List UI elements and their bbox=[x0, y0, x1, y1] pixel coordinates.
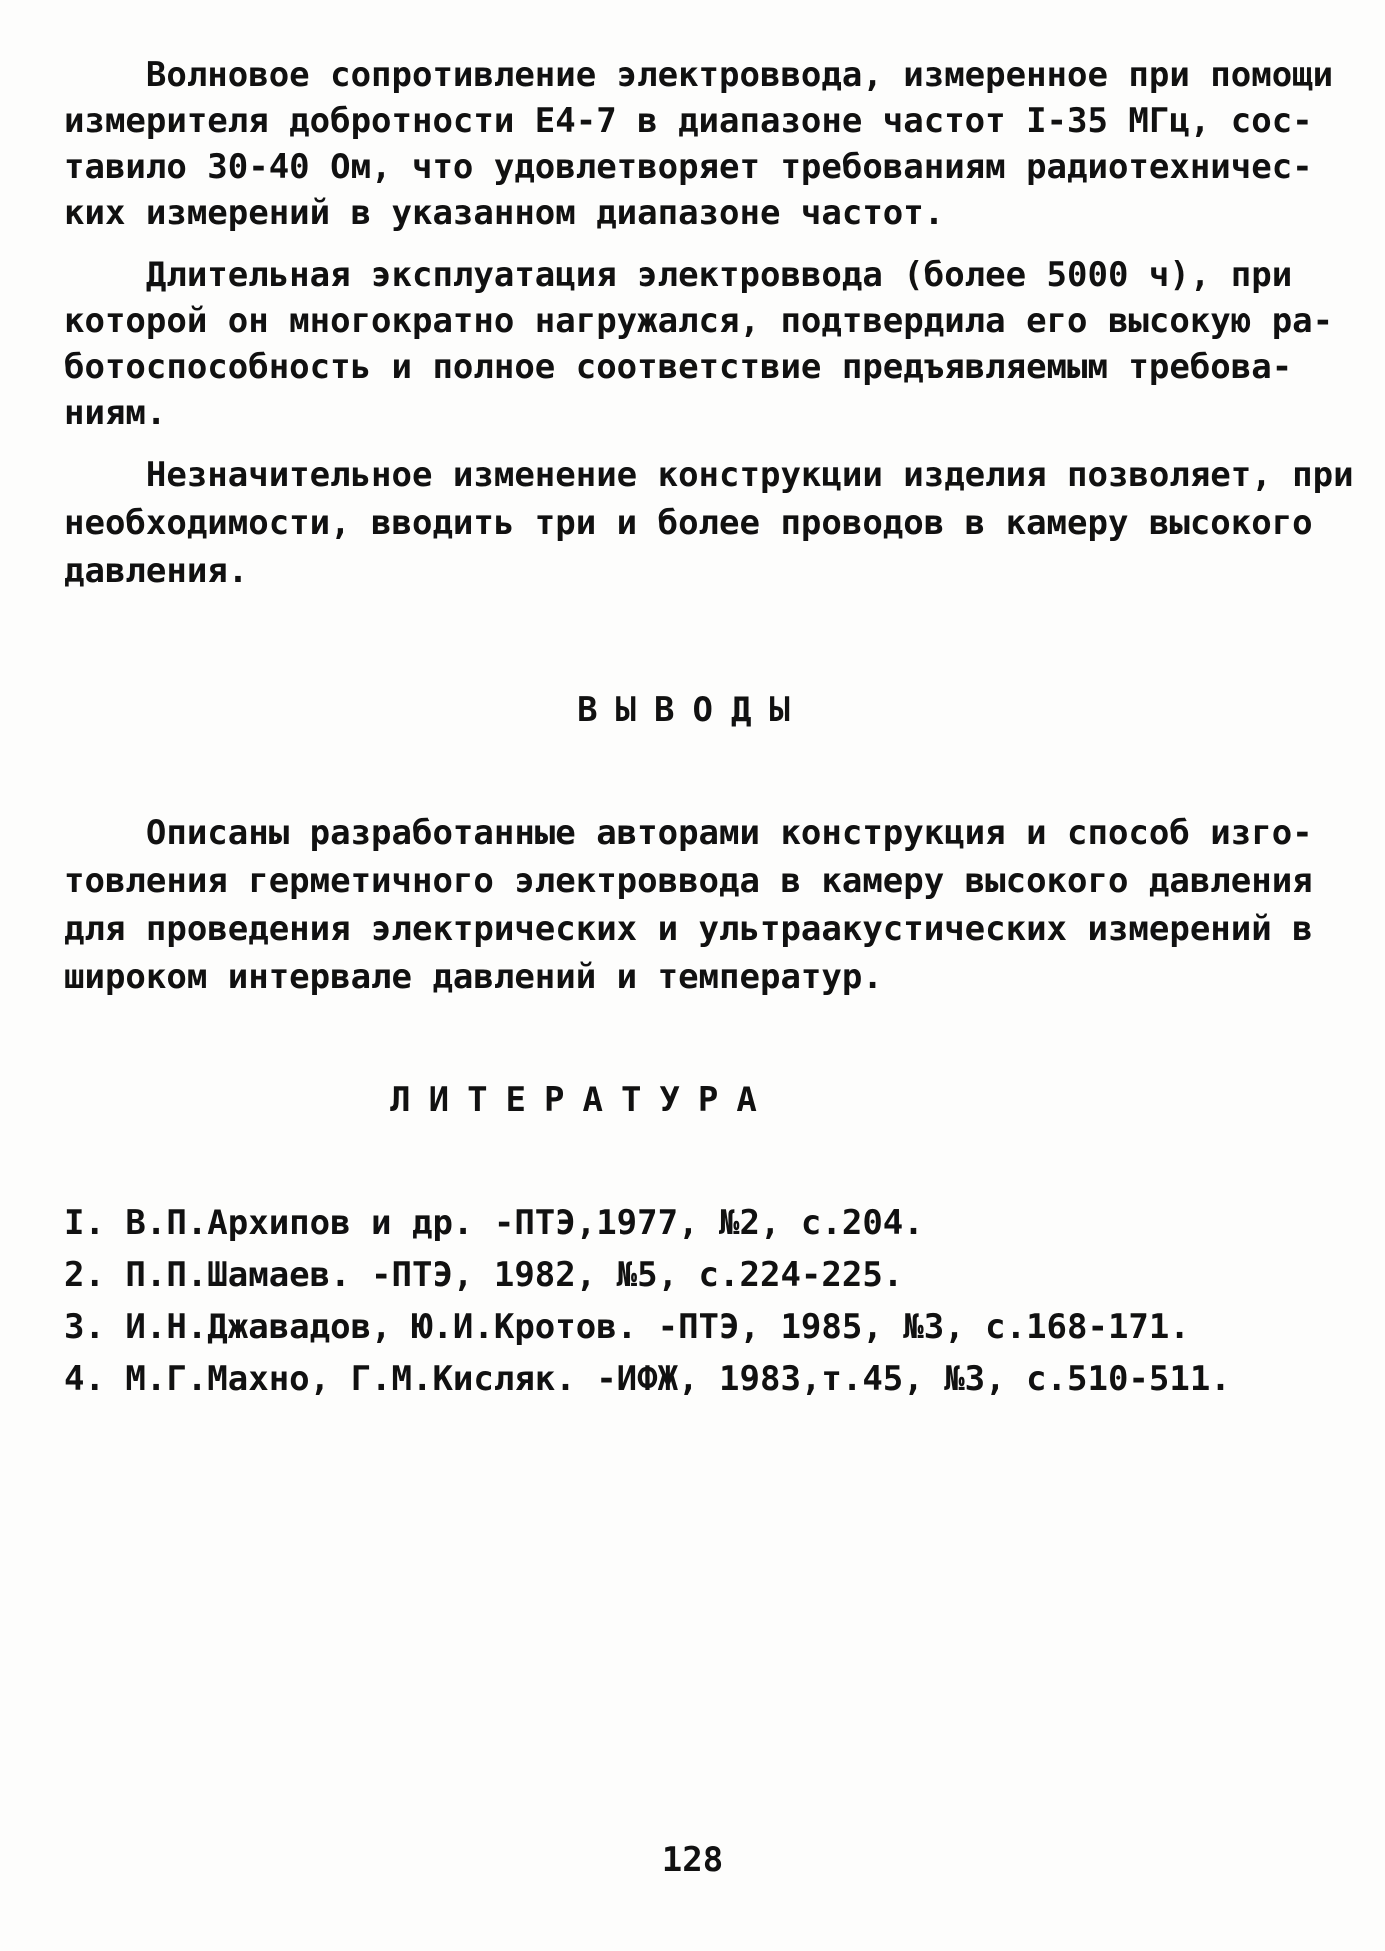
page-number: 128 bbox=[661, 1840, 724, 1880]
text-line: Незначительное изменение конструкции изделия позволяет, при bbox=[64, 455, 1354, 495]
text-line: ниям. bbox=[64, 393, 167, 433]
text-line: Волновое сопротивление электроввода, измеренное при помощи bbox=[64, 55, 1334, 95]
text-line: товления герметичного электроввода в камеру высокого давления bbox=[64, 861, 1313, 901]
text-line: Длительная эксплуатация электроввода (более 5000 ч), при bbox=[64, 255, 1293, 295]
text-line: ких измерений в указанном диапазоне частот. bbox=[64, 193, 945, 233]
text-line: широком интервале давлений и температур. bbox=[64, 957, 883, 997]
text-line: измерителя добротности Е4-7 в диапазоне частот I-35 МГц, сос- bbox=[64, 101, 1313, 141]
text-line: ботоспособность и полное соответствие предъявляемым требова- bbox=[64, 347, 1293, 387]
references-heading: ЛИТЕРАТУРА bbox=[390, 1080, 775, 1120]
reference-item: 2. П.П.Шамаев. -ПТЭ, 1982, №5, с.224-225. bbox=[64, 1255, 904, 1295]
reference-item: 4. М.Г.Махно, Г.М.Кисляк. -ИФЖ, 1983,т.45, №3, с.510-511. bbox=[64, 1359, 1231, 1399]
text-line: тавило 30-40 Ом, что удовлетворяет требованиям радиотехничес- bbox=[64, 147, 1313, 187]
text-line: давления. bbox=[64, 551, 249, 591]
text-line: Описаны разработанные авторами конструкция и способ изго- bbox=[64, 813, 1313, 853]
conclusions-heading: ВЫВОДЫ bbox=[577, 690, 808, 730]
reference-item: I. В.П.Архипов и др. -ПТЭ,1977, №2, с.204. bbox=[64, 1203, 924, 1243]
reference-item: 3. И.Н.Джавадов, Ю.И.Кротов. -ПТЭ, 1985, №3, с.168-171. bbox=[64, 1307, 1190, 1347]
text-line: необходимости, вводить три и более проводов в камеру высокого bbox=[64, 503, 1313, 543]
text-line: которой он многократно нагружался, подтвердила его высокую ра- bbox=[64, 301, 1334, 341]
text-line: для проведения электрических и ультраакустических измерений в bbox=[64, 909, 1313, 949]
